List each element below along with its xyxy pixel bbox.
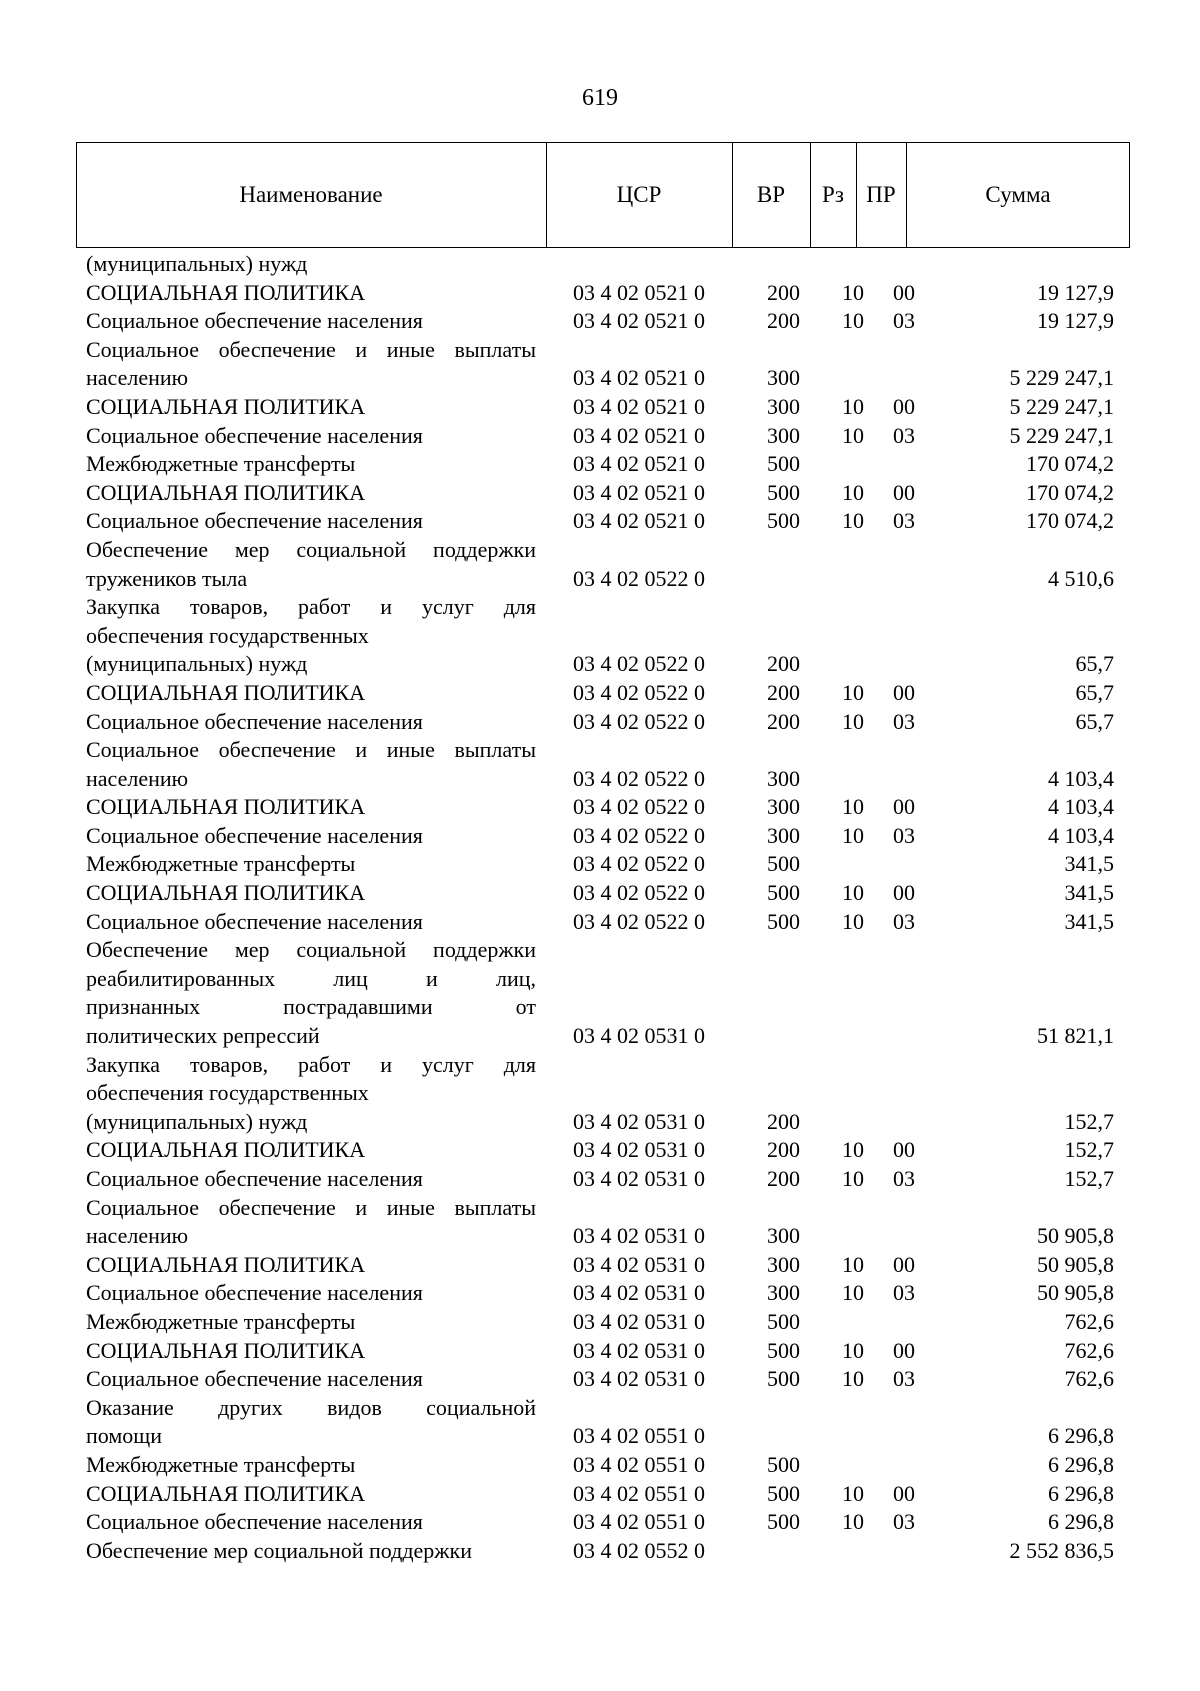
row-sum: 341,5 xyxy=(1064,851,1114,877)
row-csr: 03 4 02 0531 0 xyxy=(573,1337,705,1363)
table-row xyxy=(0,679,1200,708)
table-row xyxy=(0,650,1200,679)
row-rz: 10 xyxy=(842,908,864,934)
table-row xyxy=(0,250,1200,279)
row-csr: 03 4 02 0531 0 xyxy=(573,1137,705,1163)
table-row xyxy=(0,565,1200,594)
table-row xyxy=(0,279,1200,308)
row-name: Межбюджетные трансферты xyxy=(86,851,356,877)
row-rz: 10 xyxy=(842,1251,864,1277)
row-sum: 4 510,6 xyxy=(1048,565,1114,591)
row-name: Социальное обеспечение населения xyxy=(86,1280,423,1306)
row-name: помощи xyxy=(86,1423,162,1449)
table-row xyxy=(0,1337,1200,1366)
table-row xyxy=(0,1194,1200,1223)
row-name: обеспечения государственных xyxy=(86,1080,369,1106)
row-name: Социальное обеспечение населения xyxy=(86,1166,423,1191)
row-vr: 500 xyxy=(767,1337,800,1363)
row-vr: 500 xyxy=(767,479,800,505)
row-pr: 03 xyxy=(893,708,915,734)
row-name: Межбюджетные трансферты xyxy=(86,451,356,477)
row-csr: 03 4 02 0531 0 xyxy=(573,1223,705,1249)
row-vr: 200 xyxy=(767,708,800,734)
table-row xyxy=(0,1308,1200,1337)
row-name: Социальное обеспечение населения xyxy=(86,708,423,734)
row-sum: 4 103,4 xyxy=(1048,822,1114,848)
row-pr: 00 xyxy=(893,393,915,419)
row-rz: 10 xyxy=(842,708,864,734)
row-pr: 00 xyxy=(893,479,915,505)
table-row xyxy=(0,622,1200,651)
table-row xyxy=(0,822,1200,851)
table-row xyxy=(0,507,1200,536)
row-name: Социальное обеспечение населения xyxy=(86,908,423,934)
row-rz: 10 xyxy=(842,308,864,334)
row-pr: 00 xyxy=(893,1480,915,1506)
row-csr: 03 4 02 0521 0 xyxy=(573,393,705,419)
row-vr: 300 xyxy=(767,393,800,419)
table-row xyxy=(0,1251,1200,1280)
row-name: реабилитированных лиц и лиц, xyxy=(86,965,536,991)
row-vr: 300 xyxy=(767,794,800,820)
row-sum: 5 229 247,1 xyxy=(1009,393,1114,419)
row-sum: 5 229 247,1 xyxy=(1009,422,1114,448)
row-name: Закупка товаров, работ и услуг для xyxy=(86,1051,536,1077)
row-pr: 03 xyxy=(893,422,915,448)
row-csr: 03 4 02 0521 0 xyxy=(573,422,705,448)
row-csr: 03 4 02 0531 0 xyxy=(573,1023,705,1049)
row-rz: 10 xyxy=(842,1480,864,1506)
row-vr: 200 xyxy=(767,679,800,705)
row-pr: 03 xyxy=(893,308,915,334)
row-pr: 00 xyxy=(893,1137,915,1163)
table-row xyxy=(0,1136,1200,1165)
row-pr: 03 xyxy=(893,1280,915,1306)
row-csr: 03 4 02 0522 0 xyxy=(573,708,705,734)
row-rz: 10 xyxy=(842,422,864,448)
table-row xyxy=(0,1108,1200,1137)
row-name: Социальное обеспечение населения xyxy=(86,822,423,848)
table-row xyxy=(0,879,1200,908)
row-pr: 00 xyxy=(893,1337,915,1363)
row-name: Социальное обеспечение населения xyxy=(86,308,423,334)
row-sum: 170 074,2 xyxy=(1026,479,1114,505)
row-name: Обеспечение мер социальной поддержки xyxy=(86,1537,472,1563)
table-row xyxy=(0,1222,1200,1251)
row-vr: 500 xyxy=(767,908,800,934)
row-name: Межбюджетные трансферты xyxy=(86,1451,356,1477)
row-csr: 03 4 02 0551 0 xyxy=(573,1451,705,1477)
row-vr: 500 xyxy=(767,851,800,877)
row-vr: 300 xyxy=(767,1280,800,1306)
row-pr: 00 xyxy=(893,1251,915,1277)
row-pr: 00 xyxy=(893,279,915,305)
table-row xyxy=(0,1537,1200,1566)
table-body xyxy=(0,250,1200,1565)
row-sum: 170 074,2 xyxy=(1026,451,1114,477)
table-row xyxy=(0,1165,1200,1194)
row-name: СОЦИАЛЬНАЯ ПОЛИТИКА xyxy=(86,393,366,419)
row-vr: 500 xyxy=(767,880,800,906)
row-csr: 03 4 02 0522 0 xyxy=(573,765,705,791)
row-pr: 00 xyxy=(893,679,915,705)
table-row xyxy=(0,336,1200,365)
row-sum: 50 905,8 xyxy=(1037,1280,1114,1306)
row-name: Социальное обеспечение и иные выплаты xyxy=(86,737,536,763)
table-row xyxy=(0,450,1200,479)
row-name: населению xyxy=(86,1223,189,1249)
row-rz: 10 xyxy=(842,1137,864,1163)
row-name: политических репрессий xyxy=(86,1023,320,1049)
table-row xyxy=(0,1451,1200,1480)
row-sum: 50 905,8 xyxy=(1037,1251,1114,1277)
row-sum: 341,5 xyxy=(1064,908,1114,934)
row-vr: 300 xyxy=(767,365,800,391)
table-row xyxy=(0,708,1200,737)
row-sum: 65,7 xyxy=(1075,679,1114,705)
row-name: Обеспечение мер социальной поддержки xyxy=(86,937,536,963)
row-name: (муниципальных) нужд xyxy=(86,1108,308,1134)
table-row xyxy=(0,536,1200,565)
row-sum: 762,6 xyxy=(1064,1337,1114,1363)
row-name: СОЦИАЛЬНАЯ ПОЛИТИКА xyxy=(86,1251,366,1277)
row-sum: 762,6 xyxy=(1064,1366,1114,1392)
table-row xyxy=(0,422,1200,451)
row-csr: 03 4 02 0521 0 xyxy=(573,279,705,305)
row-sum: 152,7 xyxy=(1064,1108,1114,1134)
row-vr: 500 xyxy=(767,451,800,477)
row-name: Социальное обеспечение населения xyxy=(86,1509,423,1535)
row-name: населению xyxy=(86,765,189,791)
row-rz: 10 xyxy=(842,393,864,419)
row-sum: 2 552 836,5 xyxy=(1009,1537,1114,1563)
row-pr: 03 xyxy=(893,1366,915,1392)
row-name: СОЦИАЛЬНАЯ ПОЛИТИКА xyxy=(86,279,366,305)
table-row xyxy=(0,479,1200,508)
row-sum: 51 821,1 xyxy=(1037,1023,1114,1049)
row-name: Социальное обеспечение и иные выплаты xyxy=(86,1194,536,1220)
header-csr: ЦСР xyxy=(616,182,662,207)
row-sum: 6 296,8 xyxy=(1048,1423,1114,1449)
row-sum: 170 074,2 xyxy=(1026,508,1114,534)
row-sum: 65,7 xyxy=(1075,708,1114,734)
row-vr: 300 xyxy=(767,422,800,448)
row-name: Социальное обеспечение и иные выплаты xyxy=(86,336,536,362)
row-sum: 341,5 xyxy=(1064,880,1114,906)
row-vr: 200 xyxy=(767,1108,800,1134)
row-pr: 00 xyxy=(893,880,915,906)
row-sum: 152,7 xyxy=(1064,1166,1114,1191)
row-csr: 03 4 02 0521 0 xyxy=(573,451,705,477)
table-row xyxy=(0,1422,1200,1451)
row-csr: 03 4 02 0522 0 xyxy=(573,851,705,877)
row-pr: 03 xyxy=(893,1509,915,1535)
row-name: тружеников тыла xyxy=(86,565,248,591)
row-sum: 19 127,9 xyxy=(1037,279,1114,305)
table-row xyxy=(0,965,1200,994)
row-name: признанных пострадавшими от xyxy=(86,994,536,1020)
table-row xyxy=(0,1051,1200,1080)
row-csr: 03 4 02 0551 0 xyxy=(573,1423,705,1449)
row-name: (муниципальных) нужд xyxy=(86,651,308,677)
table-row xyxy=(0,993,1200,1022)
header-vr: ВР xyxy=(756,182,786,207)
row-name: (муниципальных) нужд xyxy=(86,251,308,276)
row-vr: 500 xyxy=(767,1451,800,1477)
row-rz: 10 xyxy=(842,1337,864,1363)
row-rz: 10 xyxy=(842,1280,864,1306)
row-rz: 10 xyxy=(842,679,864,705)
row-csr: 03 4 02 0531 0 xyxy=(573,1166,705,1191)
row-csr: 03 4 02 0522 0 xyxy=(573,794,705,820)
row-csr: 03 4 02 0531 0 xyxy=(573,1108,705,1134)
row-sum: 6 296,8 xyxy=(1048,1480,1114,1506)
row-csr: 03 4 02 0552 0 xyxy=(573,1537,705,1563)
row-pr: 03 xyxy=(893,822,915,848)
row-csr: 03 4 02 0551 0 xyxy=(573,1509,705,1535)
row-name: СОЦИАЛЬНАЯ ПОЛИТИКА xyxy=(86,1337,366,1363)
row-vr: 200 xyxy=(767,279,800,305)
row-vr: 500 xyxy=(767,1308,800,1334)
row-name: Оказание других видов социальной xyxy=(86,1394,536,1420)
row-sum: 50 905,8 xyxy=(1037,1223,1114,1249)
table-row xyxy=(0,1365,1200,1394)
row-rz: 10 xyxy=(842,479,864,505)
row-vr: 200 xyxy=(767,1166,800,1191)
table-row xyxy=(0,1079,1200,1108)
row-sum: 4 103,4 xyxy=(1048,765,1114,791)
row-name: Обеспечение мер социальной поддержки xyxy=(86,536,536,562)
row-name: СОЦИАЛЬНАЯ ПОЛИТИКА xyxy=(86,1480,366,1506)
row-name: Закупка товаров, работ и услуг для xyxy=(86,594,536,620)
row-csr: 03 4 02 0531 0 xyxy=(573,1280,705,1306)
row-sum: 152,7 xyxy=(1064,1137,1114,1163)
row-vr: 300 xyxy=(767,822,800,848)
row-vr: 300 xyxy=(767,1223,800,1249)
table-row xyxy=(0,364,1200,393)
table-row xyxy=(0,593,1200,622)
row-name: Социальное обеспечение населения xyxy=(86,508,423,534)
header-pr: ПР xyxy=(866,182,896,207)
row-vr: 500 xyxy=(767,508,800,534)
row-name: СОЦИАЛЬНАЯ ПОЛИТИКА xyxy=(86,794,366,820)
row-vr: 500 xyxy=(767,1480,800,1506)
row-csr: 03 4 02 0531 0 xyxy=(573,1308,705,1334)
row-sum: 6 296,8 xyxy=(1048,1451,1114,1477)
table-row xyxy=(0,1022,1200,1051)
row-csr: 03 4 02 0522 0 xyxy=(573,651,705,677)
row-pr: 03 xyxy=(893,908,915,934)
table-row xyxy=(0,1508,1200,1537)
row-rz: 10 xyxy=(842,1366,864,1392)
table-row xyxy=(0,307,1200,336)
row-name: Межбюджетные трансферты xyxy=(86,1308,356,1334)
table-row xyxy=(0,850,1200,879)
row-vr: 200 xyxy=(767,1137,800,1163)
header-sum: Сумма xyxy=(985,182,1051,207)
row-pr: 03 xyxy=(893,1166,915,1191)
header-name: Наименование xyxy=(239,182,383,207)
row-sum: 19 127,9 xyxy=(1037,308,1114,334)
row-csr: 03 4 02 0522 0 xyxy=(573,880,705,906)
row-rz: 10 xyxy=(842,822,864,848)
row-vr: 300 xyxy=(767,1251,800,1277)
table-row xyxy=(0,393,1200,422)
row-rz: 10 xyxy=(842,279,864,305)
row-csr: 03 4 02 0531 0 xyxy=(573,1366,705,1392)
row-pr: 00 xyxy=(893,794,915,820)
table-row xyxy=(0,936,1200,965)
row-csr: 03 4 02 0522 0 xyxy=(573,565,705,591)
row-rz: 10 xyxy=(842,508,864,534)
row-vr: 200 xyxy=(767,308,800,334)
row-csr: 03 4 02 0522 0 xyxy=(573,822,705,848)
row-name: СОЦИАЛЬНАЯ ПОЛИТИКА xyxy=(86,880,366,906)
row-vr: 500 xyxy=(767,1509,800,1535)
row-sum: 4 103,4 xyxy=(1048,794,1114,820)
table-row xyxy=(0,1480,1200,1509)
table-row xyxy=(0,1394,1200,1423)
row-name: СОЦИАЛЬНАЯ ПОЛИТИКА xyxy=(86,1137,366,1163)
row-name: Социальное обеспечение населения xyxy=(86,422,423,448)
row-name: СОЦИАЛЬНАЯ ПОЛИТИКА xyxy=(86,679,366,705)
row-name: Социальное обеспечение населения xyxy=(86,1366,423,1392)
table-row xyxy=(0,793,1200,822)
row-rz: 10 xyxy=(842,1509,864,1535)
row-csr: 03 4 02 0531 0 xyxy=(573,1251,705,1277)
row-name: населению xyxy=(86,365,189,391)
row-sum: 65,7 xyxy=(1075,651,1114,677)
row-sum: 5 229 247,1 xyxy=(1009,365,1114,391)
row-rz: 10 xyxy=(842,1166,864,1191)
header-rz: Рз xyxy=(822,182,844,207)
table-header xyxy=(76,142,1130,248)
row-csr: 03 4 02 0521 0 xyxy=(573,508,705,534)
row-csr: 03 4 02 0521 0 xyxy=(573,479,705,505)
table-row xyxy=(0,908,1200,937)
table-row xyxy=(0,1279,1200,1308)
row-csr: 03 4 02 0521 0 xyxy=(573,365,705,391)
row-pr: 03 xyxy=(893,508,915,534)
row-csr: 03 4 02 0522 0 xyxy=(573,679,705,705)
row-csr: 03 4 02 0522 0 xyxy=(573,908,705,934)
row-name: обеспечения государственных xyxy=(86,622,369,648)
row-vr: 300 xyxy=(767,765,800,791)
row-sum: 762,6 xyxy=(1064,1308,1114,1334)
row-sum: 6 296,8 xyxy=(1048,1509,1114,1535)
row-rz: 10 xyxy=(842,794,864,820)
table-row xyxy=(0,736,1200,765)
row-vr: 500 xyxy=(767,1366,800,1392)
row-name: СОЦИАЛЬНАЯ ПОЛИТИКА xyxy=(86,479,366,505)
row-csr: 03 4 02 0521 0 xyxy=(573,308,705,334)
row-vr: 200 xyxy=(767,651,800,677)
row-csr: 03 4 02 0551 0 xyxy=(573,1480,705,1506)
table-row xyxy=(0,765,1200,794)
page-number: 619 xyxy=(582,85,618,111)
row-rz: 10 xyxy=(842,880,864,906)
